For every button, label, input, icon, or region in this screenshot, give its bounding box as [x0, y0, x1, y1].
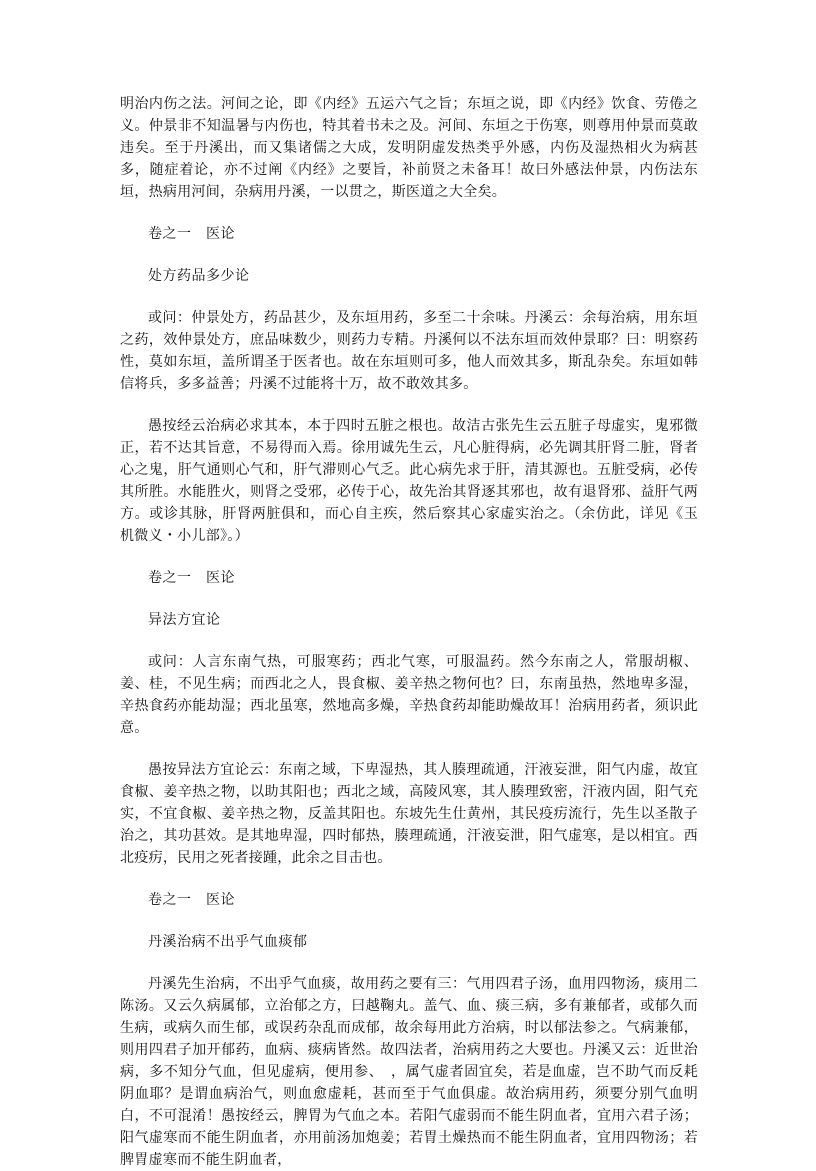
- paragraph-question-climate: 或问：人言东南气热，可服寒药；西北气寒，可服温药。然今东南之人，常服胡椒、姜、桂，不见生病；而西北之人，畏食椒、姜辛热之物何也？曰，东南虽热，然地卑多湿，辛热食药亦能劫湿；西北虽寒，然地高多燥，辛热食药却能助燥故耳！治病用药者，须识此意。: [120, 654, 698, 736]
- section-label-volume-1: 卷之一 医论: [148, 570, 235, 586]
- section-label-volume-1: 卷之一 医论: [148, 892, 235, 908]
- paragraph-danxi-treatment: 丹溪先生治病，不出乎气血痰，故用药之要有三：气用四君子汤，血用四物汤，痰用二陈汤。又云久病属郁，立治郁之方，曰越鞠丸。盖气、血、痰三病，多有兼郁者，或郁久而生病，或病久而生郁，或误药杂乱而成郁，故余每用此方治病，时以郁法参之。气病兼郁，则用四君子加开郁药，血病、痰病皆然。故四法者，治病用药之大要也。丹溪又云：近世治病，多不知分气血，但见虚病，便用参、 ，属气虚者固宜矣，若是血虚，岂不助气而反耗阴血耶？是谓血病治气，则血愈虚耗，甚而至于气血俱虚。故治病用药，须要分别气血明白，不可混淆！愚按经云，脾胃为气血之本。若阳气虚弱而不能生阴血者，宜用六君子汤；阳气虚寒而不能生阴血者，亦用前汤加炮姜；若胃土燥热而不能生阴血者，宜用四物汤；若脾胃虚寒而不能生阴血者，: [120, 976, 698, 1168]
- document-page: [120, 93, 698, 1171]
- paragraph-commentary-regions: 愚按异法方宜论云：东南之域，下卑湿热，其人腠理疏通，汗液妄泄，阳气内虚，故宜食椒、姜辛热之物，以助其阳也；西北之域，高陵风寒，其人腠理致密，汗液内固，阳气充实，不宜食椒、姜辛热之物，反盖其阳也。东坡先生仕黄州，其民疫疠流行，先生以圣散子治之，其功甚效。是其地卑湿，四时郁热，腠理疏通，汗液妄泄，阳气虚寒，是以相宜。西北疫疠，民用之死者接踵，此余之目击也。: [120, 762, 698, 866]
- paragraph-question-prescription: 或问：仲景处方，药品甚少，及东垣用药，多至二十余味。丹溪云：余每治病，用东垣之药，效仲景处方，庶品味数少，则药力专精。丹溪何以不法东垣而效仲景耶？曰：明察药性，莫如东垣，盖所谓圣于医者也。故在东垣则可多，他人而效其多，斯乱杂矣。东垣如韩信将兵，多多益善；丹溪不过能将十万，故不敢效其多。: [120, 310, 698, 392]
- section-label-volume-1: 卷之一 医论: [148, 226, 235, 242]
- paragraph-commentary-five-organs: 愚按经云治病必求其本，本于四时五脏之根也。故洁古张先生云五脏子母虚实，鬼邪微正，若不达其旨意，不易得而入焉。徐用诚先生云，凡心脏得病，必先调其肝肾二脏，肾者心之鬼，肝气通则心气和，肝气滞则心气乏。此心病先求于肝，清其源也。五脏受病，必传其所胜。水能胜火，则肾之受邪，必传于心，故先治其肾逐其邪也，故有退肾邪、益肝气两方。或诊其脉，肝肾两脏俱和，而心自主疾，然后察其心家虚实治之。（余仿此，详见《玉机微义・小儿部》。）: [120, 418, 698, 544]
- section-title-prescription-quantity: 处方药品多少论: [148, 268, 250, 284]
- paragraph-intro-continued: 明治内伤之法。河间之论，即《内经》五运六气之旨；东垣之说，即《内经》饮食、劳倦之义。仲景非不知温暑与内伤也，特其着书未之及。河间、东垣之于伤寒，则尊用仲景而莫敢违矣。至于丹溪出，而又集诸儒之大成，发明阴虚发热类乎外感，内伤及湿热相火为病甚多，随症着论，亦不过阐《内经》之要旨，补前贤之未备耳！故曰外感法仲景，内伤法东垣，热病用河间，杂病用丹溪，一以贯之，斯医道之大全矣。: [120, 96, 698, 200]
- section-title-different-methods: 异法方宜论: [148, 612, 221, 628]
- section-title-danxi-qi-blood: 丹溪治病不出乎气血痰郁: [148, 934, 308, 950]
